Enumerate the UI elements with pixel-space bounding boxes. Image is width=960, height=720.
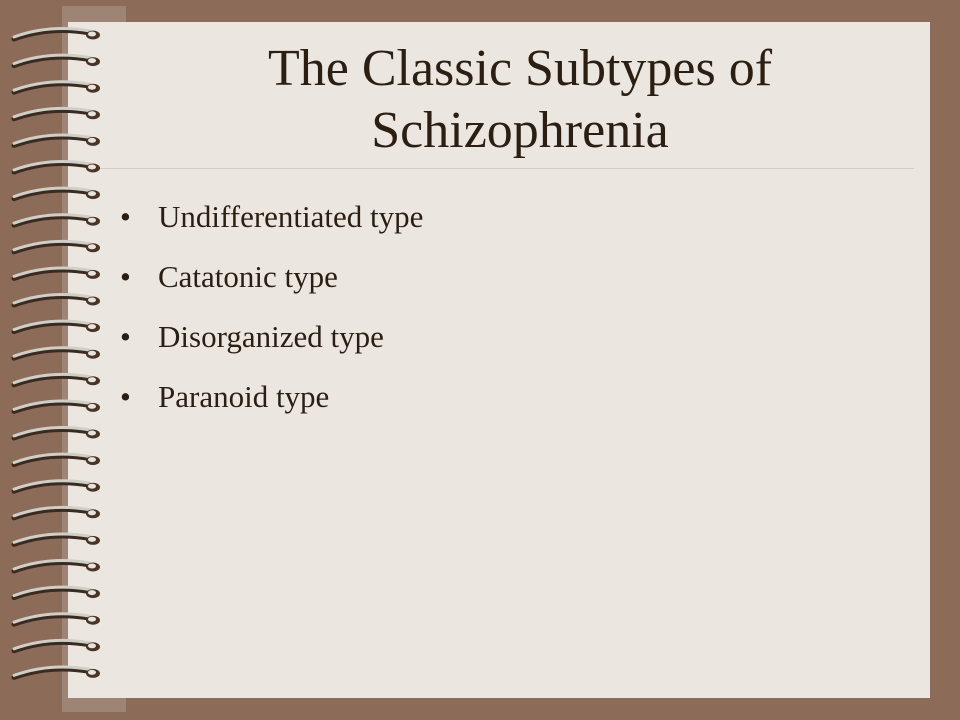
title-line-1: The Classic Subtypes of [267, 40, 773, 97]
spiral-ring [14, 640, 100, 651]
spiral-ring [14, 321, 100, 332]
title-line-2: Schizophrenia [371, 102, 669, 159]
bullet-item [118, 254, 423, 314]
spiral-ring [14, 561, 100, 572]
spiral-ring [14, 428, 100, 439]
spiral-ring [14, 587, 100, 598]
spiral-ring [14, 534, 100, 545]
bullet-item [118, 194, 423, 254]
spiral-ring [14, 108, 100, 119]
spiral-ring [14, 135, 100, 146]
bullet-text: Disorganized type [158, 319, 384, 354]
bullet-dot: • [120, 199, 131, 234]
bullet-text: Catatonic type [158, 259, 338, 294]
spiral-ring [14, 348, 100, 359]
title-divider [98, 168, 914, 169]
bullet-item [118, 314, 423, 374]
notebook-spiral-binding-icon [0, 0, 130, 720]
bullet-text: Paranoid type [158, 379, 330, 414]
spiral-ring [14, 507, 100, 518]
slide-title [180, 38, 860, 162]
spiral-ring [14, 667, 100, 678]
spiral-ring [14, 374, 100, 385]
spiral-ring [14, 82, 100, 93]
bullet-dot: • [120, 379, 131, 414]
spiral-ring [14, 29, 100, 40]
spiral-ring [14, 268, 100, 279]
spiral-ring [14, 55, 100, 66]
bullet-list [118, 194, 423, 434]
bullet-dot: • [120, 259, 131, 294]
spiral-ring [14, 241, 100, 252]
bullet-dot: • [120, 319, 131, 354]
spiral-ring [14, 614, 100, 625]
spiral-ring [14, 454, 100, 465]
spiral-ring [14, 295, 100, 306]
spiral-ring [14, 481, 100, 492]
spiral-ring [14, 162, 100, 173]
spiral-ring [14, 401, 100, 412]
bullet-item [118, 374, 423, 434]
spiral-ring [14, 188, 100, 199]
spiral-ring [14, 215, 100, 226]
bullet-text: Undifferentiated type [158, 199, 424, 234]
